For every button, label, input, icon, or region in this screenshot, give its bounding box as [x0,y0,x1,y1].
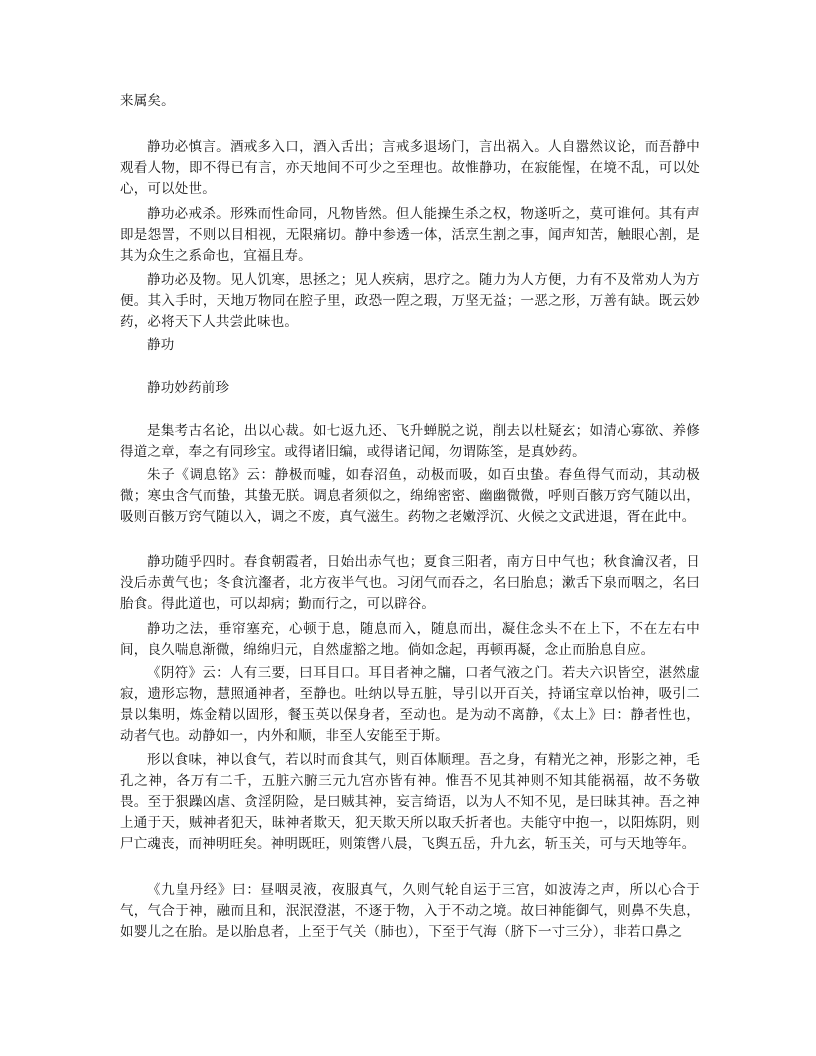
paragraph-collection-intro: 是集考古名论，出以心裁。如七返九还、飞升蝉脱之说，削去以杜疑玄；如清心寡欲、养修得道之章，奉之有同珍宝。或得诸旧编，或得诸记闻，勿谓陈筌，是真妙药。 [120,423,700,460]
paragraph-form-and-spirit: 形以食味，神以食气，若以时而食其气，则百体顺理。吾之身，有精光之神，形影之神，毛孔之神，各万有二千，五脏六腑三元九宫亦皆有神。惟吾不见其神则不知其能祸福，故不务敬畏。至于狠躁凶虐、贪淫阴险，是曰贼其神，妄言绮语，以为人不知不见，是曰昧其神。吾之神上通于天，贼神者犯天，昧神者欺天，犯天欺天所以取夭折者也。夫能守中抱一，以阳炼阴，则尸亡魂丧，而神明旺矣。神明既旺，则策辔八晨，飞舆五岳，升九玄，斩玉关，可与天地等年。 [120,752,700,852]
paragraph-no-killing: 静功必戒杀。形殊而性命同，凡物皆然。但人能操生杀之权，物遂听之，莫可谁何。其有声即是怨詈，不则以目相视，无限痛切。静中参透一体，活烹生割之事，闻声知苦，触眼心割，是其为众生之系命也，宜福且寿。 [120,206,700,264]
section-subheading: 静功妙药前珍 [147,380,230,396]
paragraph-jiuhuang-danjing: 《九皇丹经》曰：昼咽灵液，夜服真气，久则气轮自运于三宫，如波涛之声，所以心合于气，气合于神，融而且和，泯泯澄湛，不逐于物，入于不动之境。故曰神能御气，则鼻不失息，如婴儿之在胎。是以胎息者，上至于气关（肺也），下至于气海（脐下一寸三分），非若口鼻之 [120,882,700,940]
paragraph-breath-inscription: 朱子《调息铭》云：静极而嘘，如春沼鱼，动极而吸，如百虫蛰。春鱼得气而动，其动极微；寒虫含气而蛰，其蛰无朕。调息者须似之，绵绵密密、幽幽微微，呼则百骸万窍气随以出，吸则百骸万窍气随以入，调之不废，真气滋生。药物之老嫩浮沉、火候之文武进退，胥在此中。 [120,467,700,525]
paragraph-reach-others: 静功必及物。见人饥寒，思拯之；见人疾病，思疗之。随力为人方便，力有不及常劝人为方便。其入手时，天地万物同在腔子里，政恐一隉之瑕，万坚无益；一恶之形，万善有缺。既云妙药，必将天下人共尝此味也。 [120,272,700,330]
paragraph-four-seasons: 静功随乎四时。春食朝霞者，日始出赤气也；夏食三阳者，南方日中气也；秋食瀹汉者，日没后赤黄气也；冬食沆瀣者，北方夜半气也。习闭气而吞之，名曰胎息；漱舌下泉而咽之，名曰胎食。得此道也，可以却病；勤而行之，可以辟谷。 [120,554,700,612]
paragraph-yinfu: 《阴符》云：人有三要，曰耳目口。耳目者神之牖，口者气液之门。若夫六识皆空，湛然虚寂，遗形忘物，慧照通神者，至静也。吐纳以导五脏，导引以开百关，持诵宝章以怡神，吸引二景以集明，炼金精以固形，餐玉英以保身者，至动也。是为动不离静，《太上》曰：静者性也，动者气也。动静如一，内外和顺，非至人安能至于斯。 [120,665,700,744]
section-heading-jinggong: 静功 [147,337,175,353]
paragraph-method: 静功之法，垂帘塞充，心顿于息，随息而入，随息而出，凝住念头不在上下，不在左右中间，良久喘息渐微，绵绵归元，自然虚豁之地。倘如念起，再顿再凝，念止而胎息自应。 [120,621,700,658]
paragraph-cautious-speech: 静功必慎言。酒戒多入口，酒入舌出；言戒多退场门，言出祸入。人自嚣然议论，而吾静中观看人物，即不得已有言，亦天地间不可少之至理也。故惟静功，在寂能惺，在境不乱，可以处心，可以处世。 [120,139,700,197]
paragraph-continuation: 来属矣。 [120,93,175,109]
